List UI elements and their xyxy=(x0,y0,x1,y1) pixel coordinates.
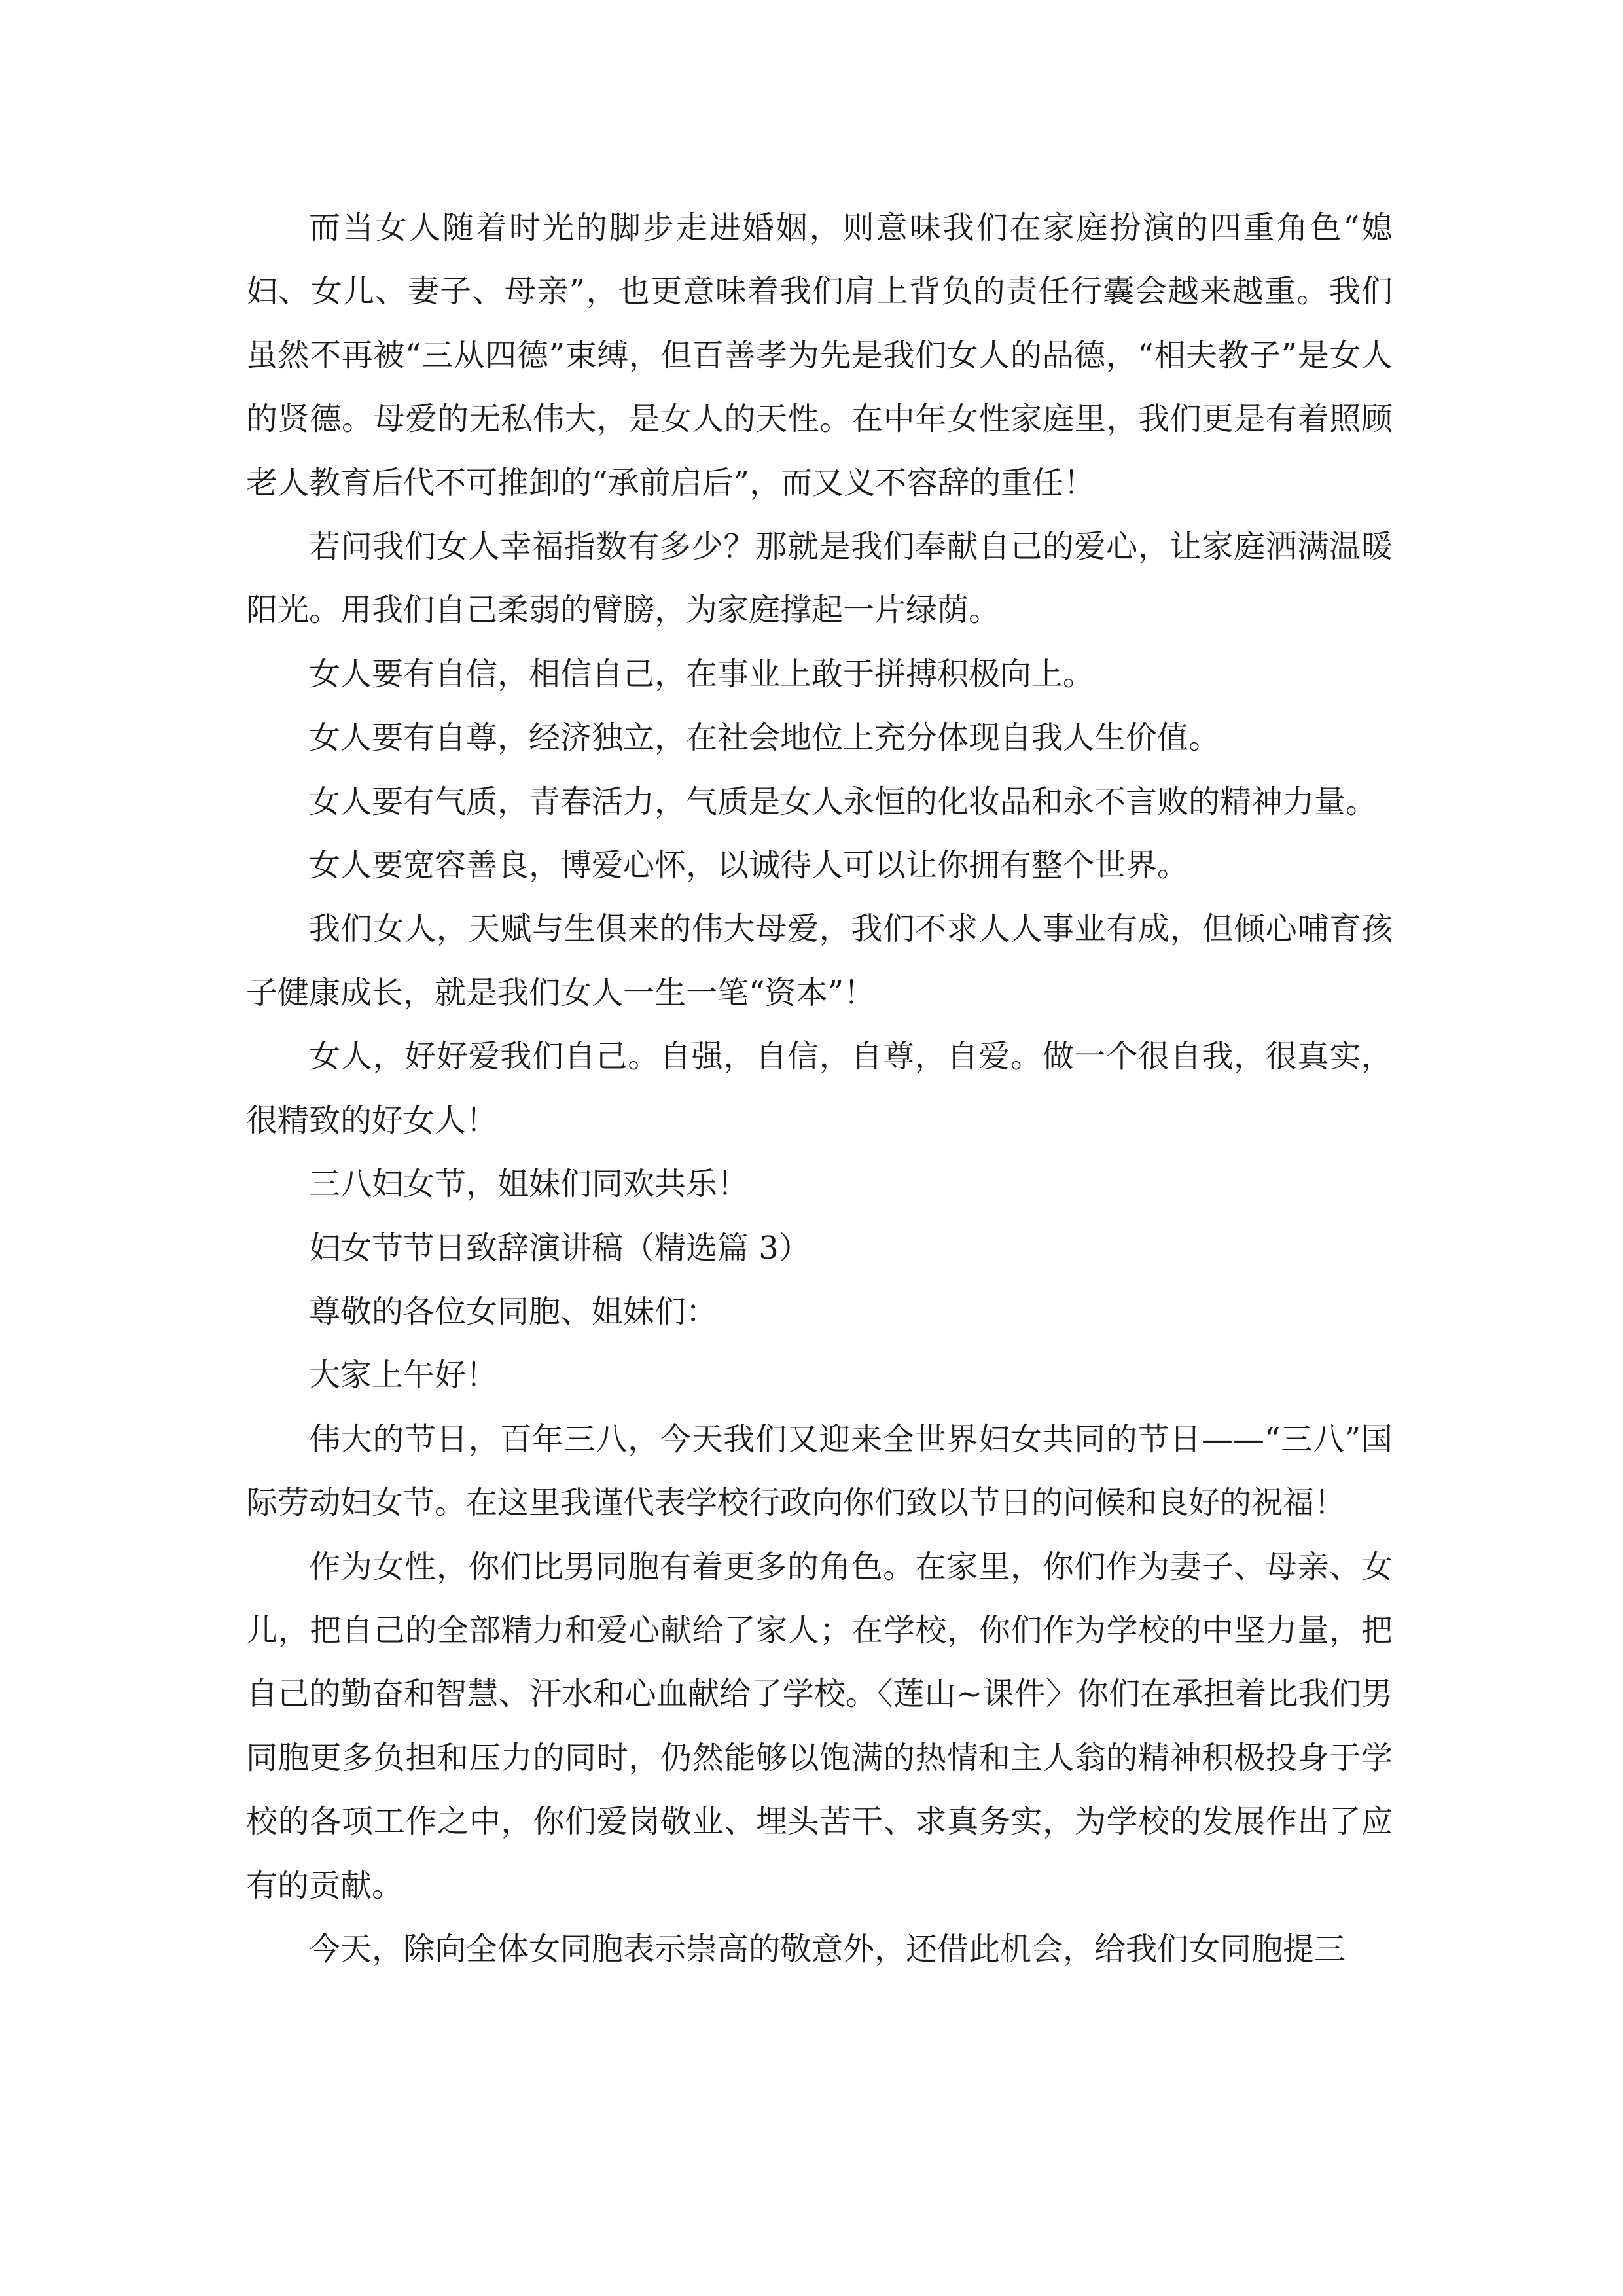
paragraph-5: 女人要有气质，青春活力，气质是女人永恒的化妆品和永不言败的精神力量。 xyxy=(309,783,1378,820)
paragraph-15: 今天，除向全体女同胞表示崇高的敬意外，还借此机会，给我们女同胞提三 xyxy=(309,1930,1346,1967)
paragraph-1: 而当女人随着时光的脚步走进婚姻，则意味我们在家庭扮演的四重角色“媳妇、女儿、妻子、母亲”，也更意味着我们肩上背负的责任行囊会越来越重。我们虽然不再被“三从四德”束缚，但百善孝为先是我们女人的品德，“相夫教子”是女人的贤德。母爱的无私伟大，是女人的天性。在中年女性家庭里，我们更是有着照顾老人教育后代不可推卸的“承前启后”，而又义不容辞的重任！ xyxy=(246,209,1393,501)
paragraph-14: 作为女性，你们比男同胞有着更多的角色。在家里，你们作为妻子、母亲、女儿，把自己的全部精力和爱心献给了家人；在学校，你们作为学校的中坚力量，把自己的勤奋和智慧、汗水和心血献给了学校。〈莲山~课件〉你们在承担着比我们男同胞更多负担和压力的同时，仍然能够以饱满的热情和主人翁的精神积极投身于学校的各项工作之中，你们爱岗敬业、埋头苦干、求真务实，为学校的发展作出了应有的贡献。 xyxy=(246,1548,1393,1904)
section-heading: 妇女节节日致辞演讲稿（精选篇 3） xyxy=(309,1229,810,1266)
greeting: 大家上午好！ xyxy=(309,1357,498,1394)
paragraph-3: 女人要有自信，相信自己，在事业上敢于拼搏积极向上。 xyxy=(309,655,1095,692)
document-body xyxy=(246,196,1393,1981)
paragraph-7: 我们女人，天赋与生俱来的伟大母爱，我们不求人人事业有成，但倾心哺育孩子健康成长，就是我们女人一生一笔“资本”！ xyxy=(246,910,1393,1011)
paragraph-8: 女人，好好爱我们自己。自强，自信，自尊，自爱。做一个很自我，很真实，很精致的好女人！ xyxy=(246,1038,1393,1139)
salutation: 尊敬的各位女同胞、姐妹们： xyxy=(309,1293,718,1330)
paragraph-4: 女人要有自尊，经济独立，在社会地位上充分体现自我人生价值。 xyxy=(309,719,1221,757)
paragraph-9: 三八妇女节，姐妹们同欢共乐！ xyxy=(309,1166,749,1203)
paragraph-13: 伟大的节日，百年三八，今天我们又迎来全世界妇女共同的节日——“三八”国际劳动妇女节。在这里我谨代表学校行政向你们致以节日的问候和良好的祝福！ xyxy=(246,1420,1393,1522)
paragraph-2: 若问我们女人幸福指数有多少？那就是我们奉献自己的爱心，让家庭洒满温暖阳光。用我们自己柔弱的臂膀，为家庭撑起一片绿荫。 xyxy=(246,528,1393,629)
paragraph-6: 女人要宽容善良，博爱心怀，以诚待人可以让你拥有整个世界。 xyxy=(309,847,1189,884)
